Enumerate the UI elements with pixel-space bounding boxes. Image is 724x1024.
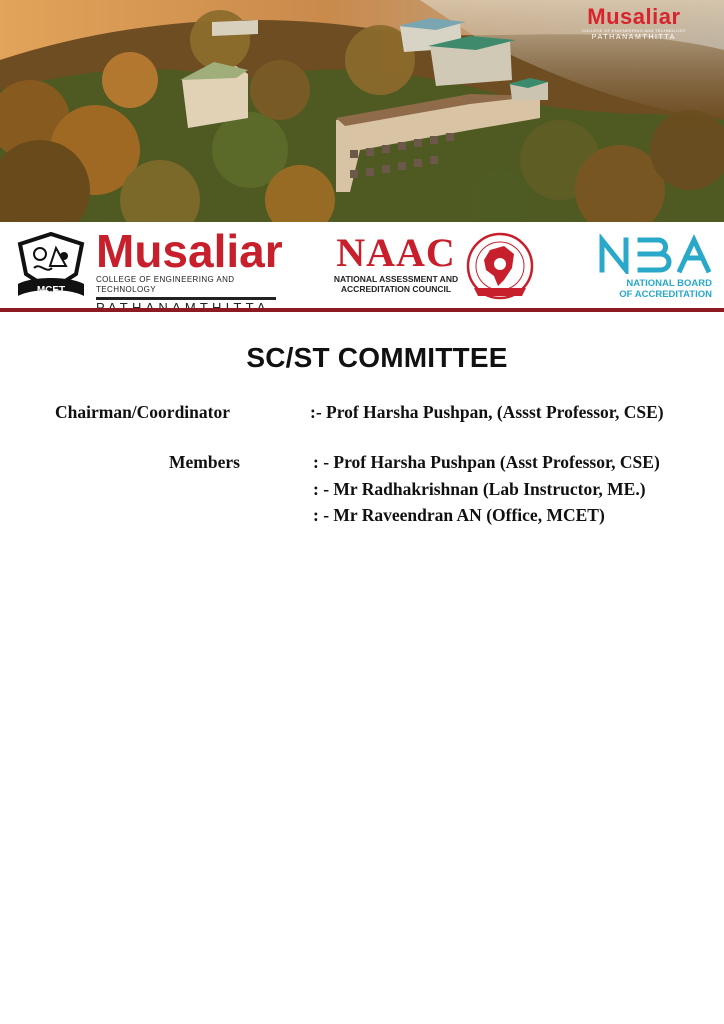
naac-line-2: ACCREDITATION COUNCIL: [340, 284, 452, 294]
nba-logo: [596, 234, 712, 302]
musaliar-college-logo: [96, 225, 296, 306]
hero-logo-name: Musaliar: [587, 4, 681, 29]
campus-hero-photo: [0, 0, 724, 222]
naac-line-1: NATIONAL ASSESSMENT AND: [333, 274, 459, 284]
member-item: : - Mr Radhakrishnan (Lab Instructor, ME.): [313, 479, 646, 499]
college-subtitle: COLLEGE OF ENGINEERING AND TECHNOLOGY: [96, 275, 235, 294]
crest-text: MCET: [36, 285, 66, 296]
chairman-value: :- Prof Harsha Pushpan, (Assst Professor, CSE): [310, 402, 664, 422]
college-name: Musaliar: [96, 225, 283, 277]
naac-seal-logo: [464, 230, 536, 304]
nba-mark-icon: [596, 234, 712, 274]
member-item: : - Prof Harsha Pushpan (Asst Professor, CSE): [313, 452, 660, 472]
mcet-crest-icon: [14, 230, 88, 304]
mcet-crest-logo: [14, 230, 88, 304]
chairman-label: Chairman/Coordinator: [55, 402, 230, 422]
nba-line-1: NATIONAL BOARD: [626, 278, 712, 289]
page-title: SC/ST COMMITTEE: [246, 342, 508, 373]
hero-watermark-logo: [582, 6, 686, 42]
naac-logo: [326, 232, 466, 302]
naac-seal-icon: [464, 230, 536, 304]
hero-logo-subtitle: COLLEGE OF ENGINEERING AND TECHNOLOGY: [581, 28, 686, 33]
naac-name: NAAC: [336, 230, 456, 275]
members-label: Members: [169, 452, 240, 472]
hero-logo-location: PATHANAMTHITTA: [591, 34, 677, 41]
nba-line-2: OF ACCREDITATION: [619, 289, 712, 300]
header-divider-line: [0, 308, 724, 312]
member-item: : - Mr Raveendran AN (Office, MCET): [313, 505, 605, 525]
